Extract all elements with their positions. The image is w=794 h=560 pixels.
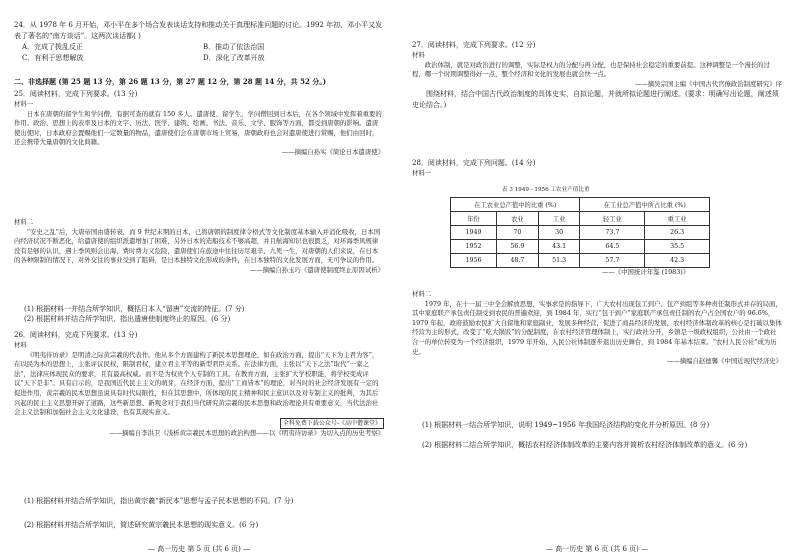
q28-sub2: (2) 根据材料二结合所学知识，概括农村经济体制改革的主要内容并简析农村经济体制改革的意义。(6 分) — [422, 441, 748, 449]
table-cell: 1952 — [451, 240, 497, 254]
q28-sub1: (1) 根据材料一结合所学知识，说明 1949~1956 年我国经济结构的变化并分析原因。(8 分) — [422, 421, 710, 429]
q24-option-a[interactable]: A．完成了拨乱反正 — [22, 43, 84, 51]
q28-material2-text: 1979 年，在十一届三中全会解放思想，实事求是的指导下，广大农村出现包工到户、包产到组等多种责任制形式并存的局面，其中家庭联产承包责任制受到农民的普遍欢迎，到 1984 年，实行“包干到户”家庭联产承包责任制的农户占全国农户的 96.6%，1979 年起，政府鼓励农民扩大自留地和家庭副业，发展多种经营，促进了商品经济的发展，农村经济体制改革的核心是打破以集体经营为主的形式，改变了“吃大锅饭”的分配制度，在农村经济管理体制上，实行政社分开，乡镇是一级政权组织，公社由一个政社合一的单位转变为一个经济组织，1979 年开始，人民公社体制逐步退出历史舞台，到 1984 年基本结束。“农村人民公社”成为历史。 — [412, 299, 782, 356]
question-26 — [14, 330, 384, 439]
table-row — [451, 226, 710, 240]
q28-material2-source: ——摘编自赵德馨《中国近现代经济史》 — [666, 357, 782, 366]
q25-material2-text: “安史之乱”后，大唐帝国由盛转衰，而 9 世纪末期的日本，已将唐朝的制度律令格式等文化制度基本输入并消化吸收，日本国内经济状况不断恶化，给遣唐使的组织派遣增加了困难，另外日本的造船技术不够高超，并且航海知识也很匮乏，对环海季风规律没有足够的认识，遇上季风则会出海，费时费力又危险，遣唐使们在旅途中往往历尽艰辛、九死一生，对唐朝的人们来说，在日本的各种限制的情况下，对外交往的事业受到了阻碍，是日本独特文化形成的条件，在日本独特的文化发展方面，无可争议的作用。 — [14, 227, 381, 265]
q26-title: 26．阅读材料，完成下列要求。(13 分) — [14, 331, 138, 339]
q25-material1-label: 材料一 — [14, 100, 34, 108]
table-cell: 57.7 — [580, 254, 645, 268]
table-header-row-2 — [451, 212, 710, 226]
table-header-group2: 在工业总产值中所占比重 (%) — [580, 198, 710, 212]
table-header-agriculture: 农业 — [497, 212, 539, 226]
q25-material1-source: ——摘编自孙实《简论日本遣唐使》 — [281, 147, 384, 156]
table-header-row-1 — [451, 198, 710, 212]
q24-options — [14, 42, 384, 64]
table-source: ——《中国统计年鉴 (1983)》 — [602, 268, 690, 276]
table-header-industry: 工业 — [538, 212, 580, 226]
q26-sub1: (1) 根据材料并结合所学知识，指出黄宗羲“新民本”思想与孟子民本思想的不同。(7 分) — [24, 497, 294, 505]
q28-material2-label: 材料二 — [412, 290, 432, 298]
q25-material2-label: 材料二 — [14, 218, 34, 226]
page-footer-6: — 高一历史 第 6 页 (共 6 页) — — [545, 545, 649, 553]
section-2-heading: 二、非选择题 (第 25 题 13 分，第 26 题 13 分，第 27 题 12 分，第 28 题 14 分，共 52 分。) — [14, 77, 327, 86]
table-header-light: 轻工业 — [580, 212, 645, 226]
q27-question: 围绕材料，结合中国古代政治制度的具体史实，自拟论题，并就所拟论题进行阐述。(要求：明确写出论题，阐述须史论结合。) — [412, 90, 779, 110]
production-table — [450, 197, 710, 268]
table-cell: 51.3 — [538, 254, 580, 268]
q28-title: 28．阅读材料，完成下列问题。(14 分) — [412, 159, 536, 167]
table-cell: 73.7 — [580, 226, 645, 240]
q26-sub2: (2) 根据材料并结合所学知识，简述研究黄宗羲民本思想的现实意义。(6 分) — [24, 521, 259, 529]
table-cell: 70 — [497, 226, 539, 240]
table-header-group1: 在工农业总产值中的比重 (%) — [451, 198, 580, 212]
page-6 — [412, 0, 782, 560]
q24-option-d[interactable]: D．深化了改革开放 — [203, 54, 265, 62]
q25-sub2: (2) 根据材料并结合所学知识，指出遣唐使制度终止的原因。(6 分) — [24, 315, 231, 323]
q28-material2 — [412, 290, 782, 367]
table-cell: 1949 — [451, 226, 497, 240]
table-cell: 48.7 — [497, 254, 539, 268]
q27-material-text: 政治体制，就是对政治进行的调整，实际是权力的分配与再分配，也是保持社会稳定的重要前提。这种调整是一个漫长的过程，哪一个时期调整得好一点，整个经济和文化的发展也就会快一点。 — [412, 60, 770, 79]
table-cell: 56.9 — [497, 240, 539, 254]
question-27 — [412, 40, 782, 111]
question-24 — [14, 20, 384, 64]
q27-title: 27．阅读材料，完成下列要求。(12 分) — [412, 41, 536, 49]
q24-option-c[interactable]: C．有利于思想解放 — [22, 54, 84, 62]
table-cell: 43.1 — [538, 240, 580, 254]
table-caption: 表 3 1949 - 1956 工农业产值比重 — [502, 187, 590, 193]
table-row — [451, 240, 710, 254]
q26-material-source: ——摘编自李洪卫《浅析黄宗羲民本思想的政治构想——以《明夷待访录》为切入点的历史考察》 — [109, 429, 384, 438]
table-cell: 35.5 — [645, 240, 710, 254]
q24-stem: 24．从 1978 年 6 月开始，邓小平在多个场合发表谈话支持和推动关于真理标准问题的讨论。1992 年初，邓小平又发表了著名的“南方谈话”。这两次谈话都( ) — [14, 21, 383, 40]
watermark-stamp: 全科免费下载公众号-《高中僧课堂》 — [280, 418, 384, 430]
q25-material2 — [14, 218, 384, 276]
table-cell: 30 — [538, 226, 580, 240]
table-cell: 1956 — [451, 254, 497, 268]
q25-title: 25．阅读材料，完成下列要求。(13 分) — [14, 90, 138, 98]
page-footer-5: — 高一历史 第 5 页 (共 6 页) — — [147, 545, 251, 553]
table-header-heavy: 重工业 — [645, 212, 710, 226]
q27-material-label: 材料 — [412, 51, 425, 59]
q26-material-label: 材料 — [14, 341, 27, 349]
q25-material2-source: ——摘编自孙玉巧《遣唐使制度终止原因试析》 — [249, 265, 384, 274]
q27-material-source: ——摘吴宗国主编《中国古代官僚政治制度研究》序 — [635, 79, 782, 88]
table-cell: 42.3 — [645, 254, 710, 268]
table-header-year: 年份 — [451, 212, 497, 226]
q25-sub1: (1) 根据材料一并结合所学知识，概括日本人“留唐”交流的特征。(7 分) — [24, 305, 245, 313]
table-row — [451, 254, 710, 268]
q26-material-text: 《明夷待访录》是明清之际黄宗羲的代表作。他从多个方面建构了新民本思想理论，如在政治方面，提出“天下为主君为客”，在以民为本的思想上，主张评议民权，限制君权，建立君主平等的新型君臣关系。在法律方面，主张以“天下之法”取代“一家之法”，法律应体现民众的要求，且有最高权威。而不是为权贵个人专制的工具。在教育方面，主张扩大学校职能，将学校变成评议“天下是非”。具有启示的，是我国近代民主主义的萌芽，在经济方面，提出“工商皆本”的理论，对当时的社会经济发展有一定的促进作用，黄宗羲的民本思想虽说具有时代局限性，但在其思想中，所体现的民主精神和民主意识以及对专制主义的批判，为其后兴起的民主主义思想开辟了道路，这些新思想、新观念对于我们当代研究黄宗羲的民本思想和政治理论具有重要意义，当代法治社会主义法制和加强社会主义文化建设，也有其现实意义。 — [14, 350, 379, 417]
table-cell: 64.5 — [580, 240, 645, 254]
q25-material1-text: 日本在唐朝的留学生和学问僧，有据可查的就有 150 多人。遣唐使、留学生，学问僧回到日本后，在各个领域中发挥着重要的作用。政治、思想上的表率及日本的文字、历法、医学、建筑、绘画、书法、音乐、文学、服饰等方面，都受到唐朝的影响。遣唐使出使时，日本政府会置赐他们一定数量的物品，遣唐使们会在唐朝市场上贸易，唐朝政府也会对遣唐使进行赏赐，他们由回时，还会携带大量唐朝的文化典籍。 — [14, 109, 382, 147]
page-5 — [14, 0, 384, 560]
table-cell: 26.3 — [645, 226, 710, 240]
q28-material1-label: 材料一 — [412, 169, 432, 177]
q24-option-b[interactable]: B．推动了依法治国 — [203, 43, 265, 51]
question-25 — [14, 89, 384, 158]
question-28 — [412, 158, 782, 179]
